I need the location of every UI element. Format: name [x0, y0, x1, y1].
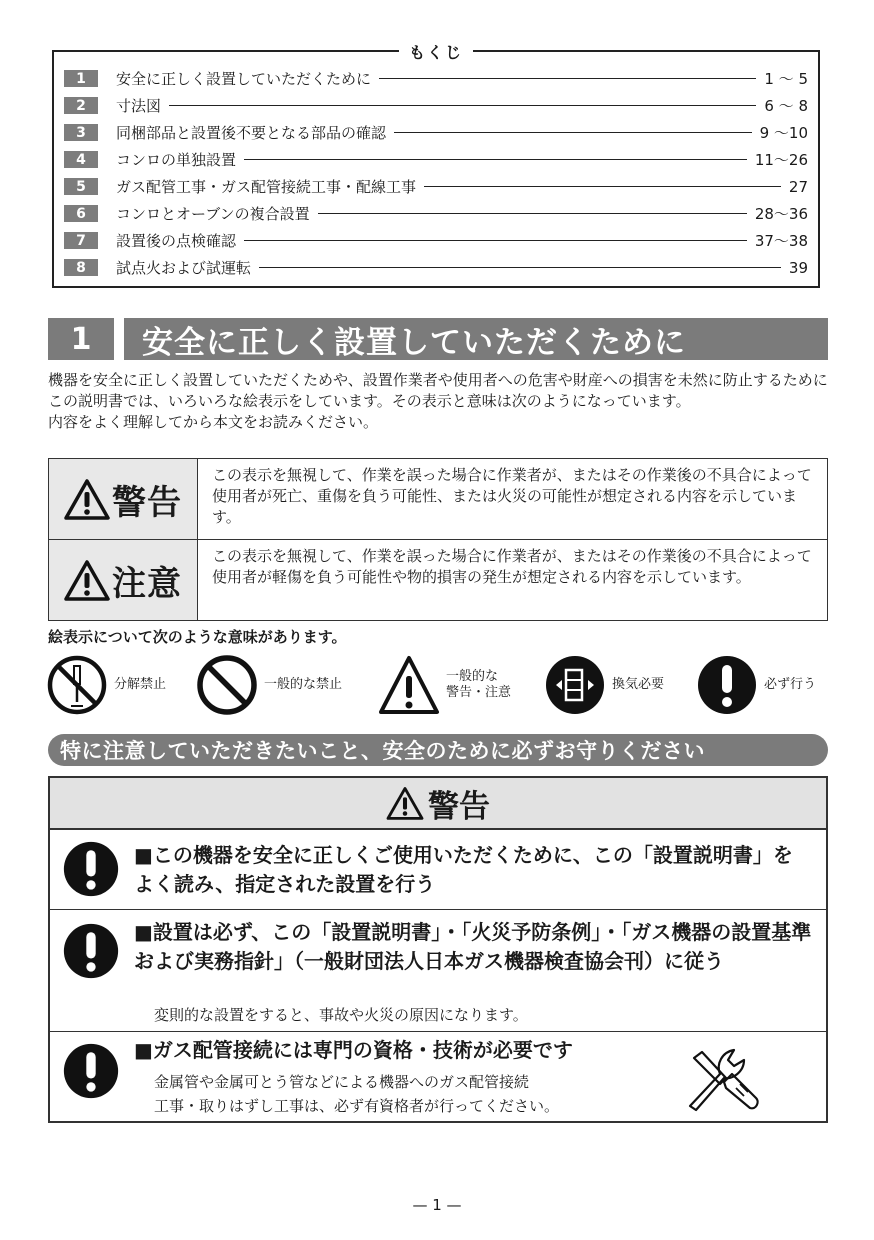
warning-box [48, 776, 828, 1123]
ventilation-icon [544, 654, 606, 716]
toc-item-label: コンロとオーブンの複合設置 [116, 205, 310, 223]
toc-leader-line [424, 186, 781, 187]
safety-banner: 特に注意していただきたいこと、安全のために必ずお守りください [48, 734, 828, 766]
toc-item-page: 28～36 [754, 205, 808, 223]
toc-item-number: 8 [64, 259, 98, 276]
toc-leader-line [259, 267, 781, 268]
no-disassembly-icon [46, 654, 108, 716]
toc-item-number: 4 [64, 151, 98, 168]
signal-word-table [48, 458, 828, 621]
toc-item-page: 27 [788, 177, 808, 196]
signal-row-warning [49, 459, 827, 539]
prohibition-icon [196, 654, 258, 716]
warning-item-note: 工事・取りはずし工事は、必ず有資格者が行ってください。 [154, 1097, 560, 1115]
pictogram-label [446, 669, 511, 701]
toc-leader-line [318, 213, 747, 214]
toc-title: もくじ [399, 40, 473, 63]
toc-item-number: 6 [64, 205, 98, 222]
caution-triangle-icon [378, 654, 440, 716]
toc-list [64, 65, 808, 281]
mandatory-icon [62, 1042, 120, 1100]
warning-item [50, 1032, 826, 1123]
toc-item[interactable] [64, 173, 808, 200]
warning-item [50, 910, 826, 1032]
toc-leader-line [169, 105, 756, 106]
toc-item-label: 安全に正しく設置していただくために [116, 70, 372, 88]
intro-paragraph: 機器を安全に正しく設置していただくためや、設置作業者や使用者への危害や財産への損害を未然に防止するためにこの説明書では、いろいろな絵表示をしています。その表示と意味は次のようになっています。 [48, 371, 828, 410]
signal-description: この表示を無視して、作業を誤った場合に作業者が、またはその作業後の不具合によって使用者が死亡、重傷を負う可能性、または火災の可能性が想定される内容を示しています。 [212, 466, 812, 526]
signal-label-cell [49, 459, 198, 539]
pictogram-prohibition [196, 654, 342, 716]
pictogram-label: 一般的な禁止 [264, 677, 343, 692]
toc-item-label: 寸法図 [116, 97, 162, 115]
warning-header-text: 警告 [428, 788, 490, 825]
mandatory-icon [696, 654, 758, 716]
mandatory-icon [62, 922, 120, 980]
pictogram-legend [46, 654, 836, 720]
toc-item-page: 37～38 [754, 232, 808, 250]
toc-item-number: 5 [64, 178, 98, 195]
pictogram-label-line: 警告・注意 [446, 685, 512, 700]
signal-label-cell [49, 540, 198, 620]
signal-row-caution [49, 539, 827, 620]
toc-leader-line [244, 159, 747, 160]
pictogram-caution [378, 654, 511, 716]
signal-word: 注意 [112, 563, 182, 604]
toc-leader-line [379, 78, 756, 79]
caution-triangle-icon [64, 559, 110, 601]
mandatory-icon [62, 840, 120, 898]
pictogram-label: 分解禁止 [114, 677, 167, 692]
pictogram-label-line: 一般的な [446, 669, 499, 684]
section-title: 安全に正しく設置していただくために [124, 318, 828, 360]
toc-item-number: 7 [64, 232, 98, 249]
warning-triangle-icon [386, 786, 424, 820]
toc-item-number: 1 [64, 70, 98, 87]
toc-item-page: 1 ～ 5 [764, 70, 808, 88]
pictogram-label: 必ず行う [764, 677, 817, 692]
intro-text [48, 370, 830, 433]
toc-leader-line [244, 240, 747, 241]
toc-item-label: 試点火および試運転 [116, 259, 252, 277]
toc-item-page: 11～26 [754, 151, 808, 169]
warning-item-note: 金属管や金属可とう管などによる機器へのガス配管接続 [154, 1073, 530, 1091]
pictogram-label: 換気必要 [612, 677, 665, 692]
toc-leader-line [394, 132, 752, 133]
signal-description: この表示を無視して、作業を誤った場合に作業者が、またはその作業後の不具合によって使用者が軽傷を負う可能性や物的損害の発生が想定される内容を示しています。 [212, 547, 812, 586]
toc-item-label: コンロの単独設置 [116, 151, 237, 169]
pictogram-no-disassembly [46, 654, 166, 716]
toc-item[interactable] [64, 65, 808, 92]
toc-item-label: ガス配管工事・ガス配管接続工事・配線工事 [116, 178, 417, 196]
signal-word: 警告 [112, 482, 182, 523]
warning-item-title: ■設置は必ず、この「設置説明書」・「火災予防条例」・「ガス機器の設置基準および実務指針」（一般財団法人日本ガス機器検査協会刊）に従う [134, 920, 812, 973]
pictogram-ventilation [544, 654, 664, 716]
toc-item-page: 39 [788, 258, 808, 277]
warning-item-title: ■この機器を安全に正しくご使用いただくために、この「設置説明書」をよく読み、指定された設置を行う [134, 843, 793, 896]
tools-icon [680, 1044, 762, 1116]
toc-item[interactable] [64, 254, 808, 281]
warning-header [50, 778, 826, 830]
toc-item-label: 同梱部品と設置後不要となる部品の確認 [116, 124, 387, 142]
toc-item-label: 設置後の点検確認 [116, 232, 237, 250]
toc-item[interactable] [64, 119, 808, 146]
toc-item-page: 9 ～10 [759, 124, 808, 142]
pictogram-heading: 絵表示について次のような意味があります。 [48, 628, 347, 646]
toc-item-number: 2 [64, 97, 98, 114]
warning-item-title: ■ガス配管接続には専門の資格・技術が必要です [134, 1038, 573, 1062]
toc-item[interactable] [64, 92, 808, 119]
section-number: 1 [48, 318, 114, 360]
warning-item [50, 830, 826, 910]
toc-item[interactable] [64, 146, 808, 173]
toc-item-number: 3 [64, 124, 98, 141]
table-of-contents [52, 43, 820, 288]
toc-item[interactable] [64, 227, 808, 254]
page-number: — 1 — [412, 1196, 462, 1214]
intro-paragraph: 内容をよく理解してから本文をお読みください。 [48, 413, 379, 431]
toc-item[interactable] [64, 200, 808, 227]
warning-item-note: 変則的な設置をすると、事故や火災の原因になります。 [154, 1006, 528, 1024]
pictogram-mandatory [696, 654, 816, 716]
toc-item-page: 6 ～ 8 [764, 97, 808, 115]
warning-triangle-icon [64, 478, 110, 520]
